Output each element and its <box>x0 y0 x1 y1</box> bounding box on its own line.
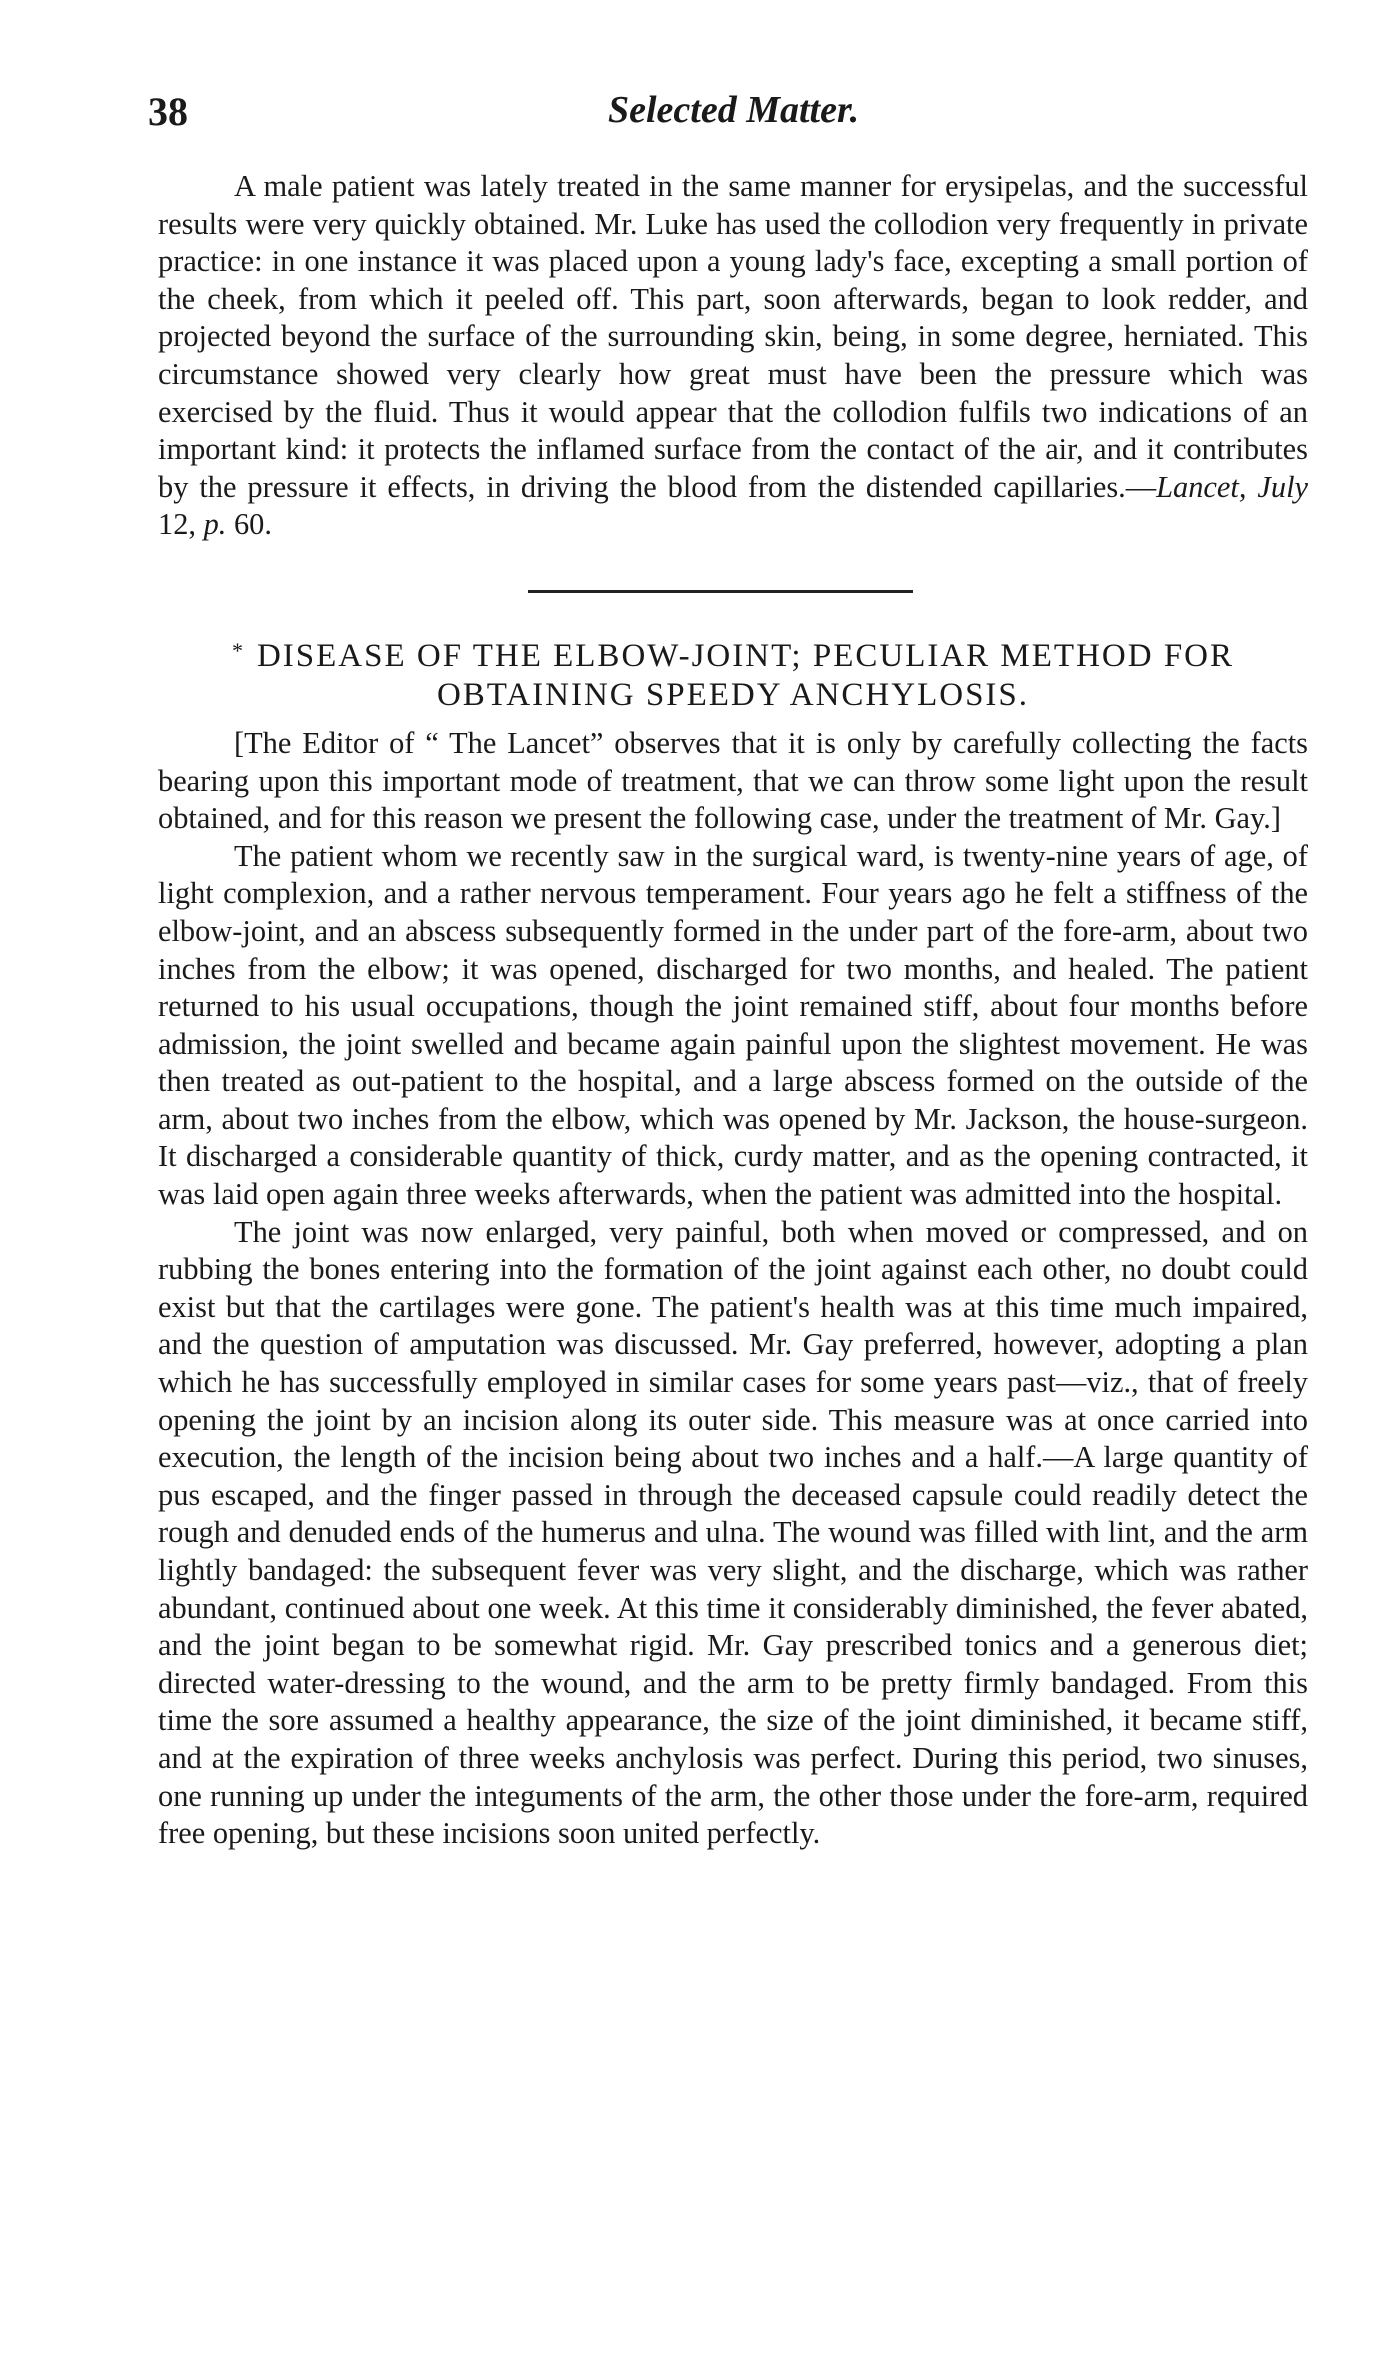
case-paragraph-treatment: The joint was now enlarged, very painful, both when moved or compressed, and on rubbing the bones entering into the formation of the joint against each other, no doubt could exist but that the cartilages were gone. The patient's health was at this time much impaired, and the question of amputation was discussed. Mr. Gay preferred, however, adopting a plan which he has successfully employed in similar cases for some years past—viz., that of freely opening the joint by an incision along its outer side. This measure was at once carried into execution, the length of the incision being about two inches and a half.—A large quantity of pus escaped, and the finger passed in through the deceased capsule could readily detect the rough and denuded ends of the humerus and ulna. The wound was filled with lint, and the arm lightly bandaged: the subsequent fever was very slight, and the discharge, which was rather abundant, continued about one week. At this time it considerably diminished, the fever abated, and the joint began to be somewhat rigid. Mr. Gay prescribed tonics and a generous diet; directed water-dressing to the wound, and the arm to be pretty firmly bandaged. From this time the sore assumed a healthy appearance, the size of the joint diminished, it became stiff, and at the expiration of three weeks anchylosis was perfect. During this period, two sinuses, one running up under the integuments of the arm, the other those under the fore-arm, required free opening, but these incisions soon united perfectly. <box>158 1214 1308 1851</box>
article-title <box>158 631 1308 715</box>
citation-date: 12, <box>158 507 204 542</box>
citation-page: 60. <box>226 507 272 542</box>
case-paragraph-history: The patient whom we recently saw in the surgical ward, is twenty-nine years of age, of light complexion, and a rather nervous temperament. Four years ago he felt a stiffness of the elbow-joint, and an abscess subsequently formed in the under part of the fore-arm, about two inches from the elbow; it was opened, discharged for two months, and healed. The patient returned to his usual occupations, though the joint remained stiff, about four months before admission, the joint swelled and became again painful upon the slightest movement. He was then treated as out-patient to the hospital, and a large abscess formed on the outside of the arm, about two inches from the elbow, which was opened by Mr. Jackson, the house-surgeon. It discharged a considerable quantity of thick, curdy matter, and as the opening contracted, it was laid open again three weeks afterwards, when the patient was admitted into the hospital. <box>158 838 1308 1212</box>
footnote-marker: * <box>231 637 245 663</box>
citation-journal: Lancet, July <box>1156 469 1308 504</box>
citation-page-label: p. <box>203 507 227 542</box>
page-number: 38 <box>148 89 188 134</box>
running-title: Selected Matter. <box>608 89 860 131</box>
article-title-text: DISEASE OF THE ELBOW-JOINT; PECULIAR METHOD FOR OBTAINING SPEEDY ANCHYLOSIS. <box>256 637 1235 713</box>
paragraph-erysipelas <box>158 168 1308 544</box>
paragraph-text: A male patient was lately treated in the same manner for erysipelas, and the successful results were very quickly obtained. Mr. Luke has used the collodion very frequently in private practice: in one instance it was placed upon a young lady's face, excepting a small portion of the cheek, from which it peeled off. This part, soon afterwards, began to look redder, and projected beyond the surface of the surrounding skin, being, in some degree, herniated. This circumstance showed very clearly how great must have been the pressure which was exercised by the fluid. Thus it would appear that the collodion fulfils two indications of an important kind: it protects the inflamed surface from the contact of the air, and it contributes by the pressure it effects, in driving the blood from the distended capillaries.— <box>158 169 1308 504</box>
page-content <box>158 168 1308 1853</box>
page-header <box>148 88 1298 148</box>
section-divider <box>528 590 913 593</box>
editor-note: [The Editor of “ The Lancet” observes that it is only by carefully collecting the facts bearing upon this important mode of treatment, that we can throw some light upon the result obtained, and for this reason we present the following case, under the treatment of Mr. Gay.] <box>158 725 1308 836</box>
